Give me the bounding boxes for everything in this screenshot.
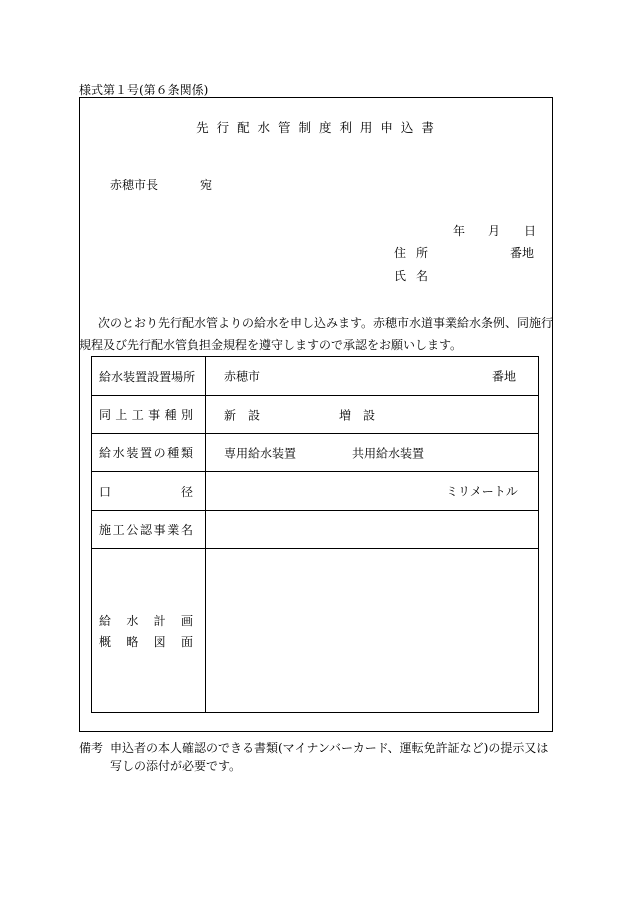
diameter-label: 口 径: [99, 484, 193, 499]
table-row-device-type: [92, 434, 539, 472]
addressee-name: 赤穂市長: [110, 178, 159, 192]
device-type-shared-option[interactable]: 共用給水装置: [352, 446, 425, 460]
diameter-field[interactable]: [206, 472, 539, 511]
location-label-cell: [92, 357, 206, 396]
remarks-heading: 備考: [79, 741, 104, 755]
date-month-label: 月: [488, 224, 501, 238]
name-label: 氏名: [394, 269, 439, 283]
remarks-line-2: 写しの添付が必要です。: [110, 759, 242, 773]
device-type-private-option[interactable]: 専用給水装置: [224, 446, 297, 460]
table-row-location: [92, 357, 539, 396]
diameter-label-cell: [92, 472, 206, 511]
plan-label-line-1: 給 水 計 画: [99, 613, 193, 628]
plan-label-line-2: 概 略 図 面: [99, 634, 193, 649]
application-table: [91, 356, 539, 713]
contractor-label-cell: [92, 511, 206, 549]
location-field[interactable]: [206, 357, 539, 396]
plan-drawing-area[interactable]: [206, 549, 539, 713]
contractor-label: 施 工 公 認 事 業 名: [99, 523, 193, 537]
work-type-add-option[interactable]: 増 設: [339, 408, 376, 422]
intro-text-line-2: 規程及び先行配水管負担金規程を遵守しますので承認をお願いします。: [79, 338, 463, 352]
table-row-work-type: [92, 396, 539, 434]
table-row-diameter: [92, 472, 539, 511]
device-type-label-cell: [92, 434, 206, 472]
device-type-field[interactable]: [206, 434, 539, 472]
addressee-suffix: 宛: [200, 178, 213, 192]
device-type-label: 給 水 装 置 の 種 類: [99, 446, 193, 460]
work-type-field[interactable]: [206, 396, 539, 434]
location-city: 赤穂市: [224, 369, 261, 384]
work-type-label: 同 上 工 事 種 別: [99, 408, 193, 422]
remarks-line-1: 申込者の本人確認のできる書類(マイナンバーカード、運転免許証など)の提示又は: [110, 741, 549, 755]
intro-text-line-1: 次のとおり先行配水管よりの給水を申し込みます。赤穂市水道事業給水条例、同施行: [98, 316, 554, 330]
work-type-new-option[interactable]: 新 設: [224, 408, 261, 422]
contractor-field[interactable]: [206, 511, 539, 549]
location-banchi: 番地: [492, 369, 517, 384]
diameter-unit: ミリメートル: [446, 484, 518, 499]
location-label: 給 水 装 置 設 置 場 所: [99, 369, 196, 384]
table-row-plan: [92, 549, 539, 713]
form-title: 先 行 配 水 管 制 度 利 用 申 込 書: [196, 120, 436, 135]
date-year-label: 年: [453, 224, 466, 238]
address-label: 住所: [394, 246, 439, 260]
date-day-label: 日: [524, 224, 537, 238]
table-row-contractor: [92, 511, 539, 549]
address-banchi-label: 番地: [510, 246, 535, 260]
work-type-label-cell: [92, 396, 206, 434]
form-number-label: 様式第１号(第６条関係): [79, 83, 209, 97]
plan-label-cell: [92, 549, 206, 713]
